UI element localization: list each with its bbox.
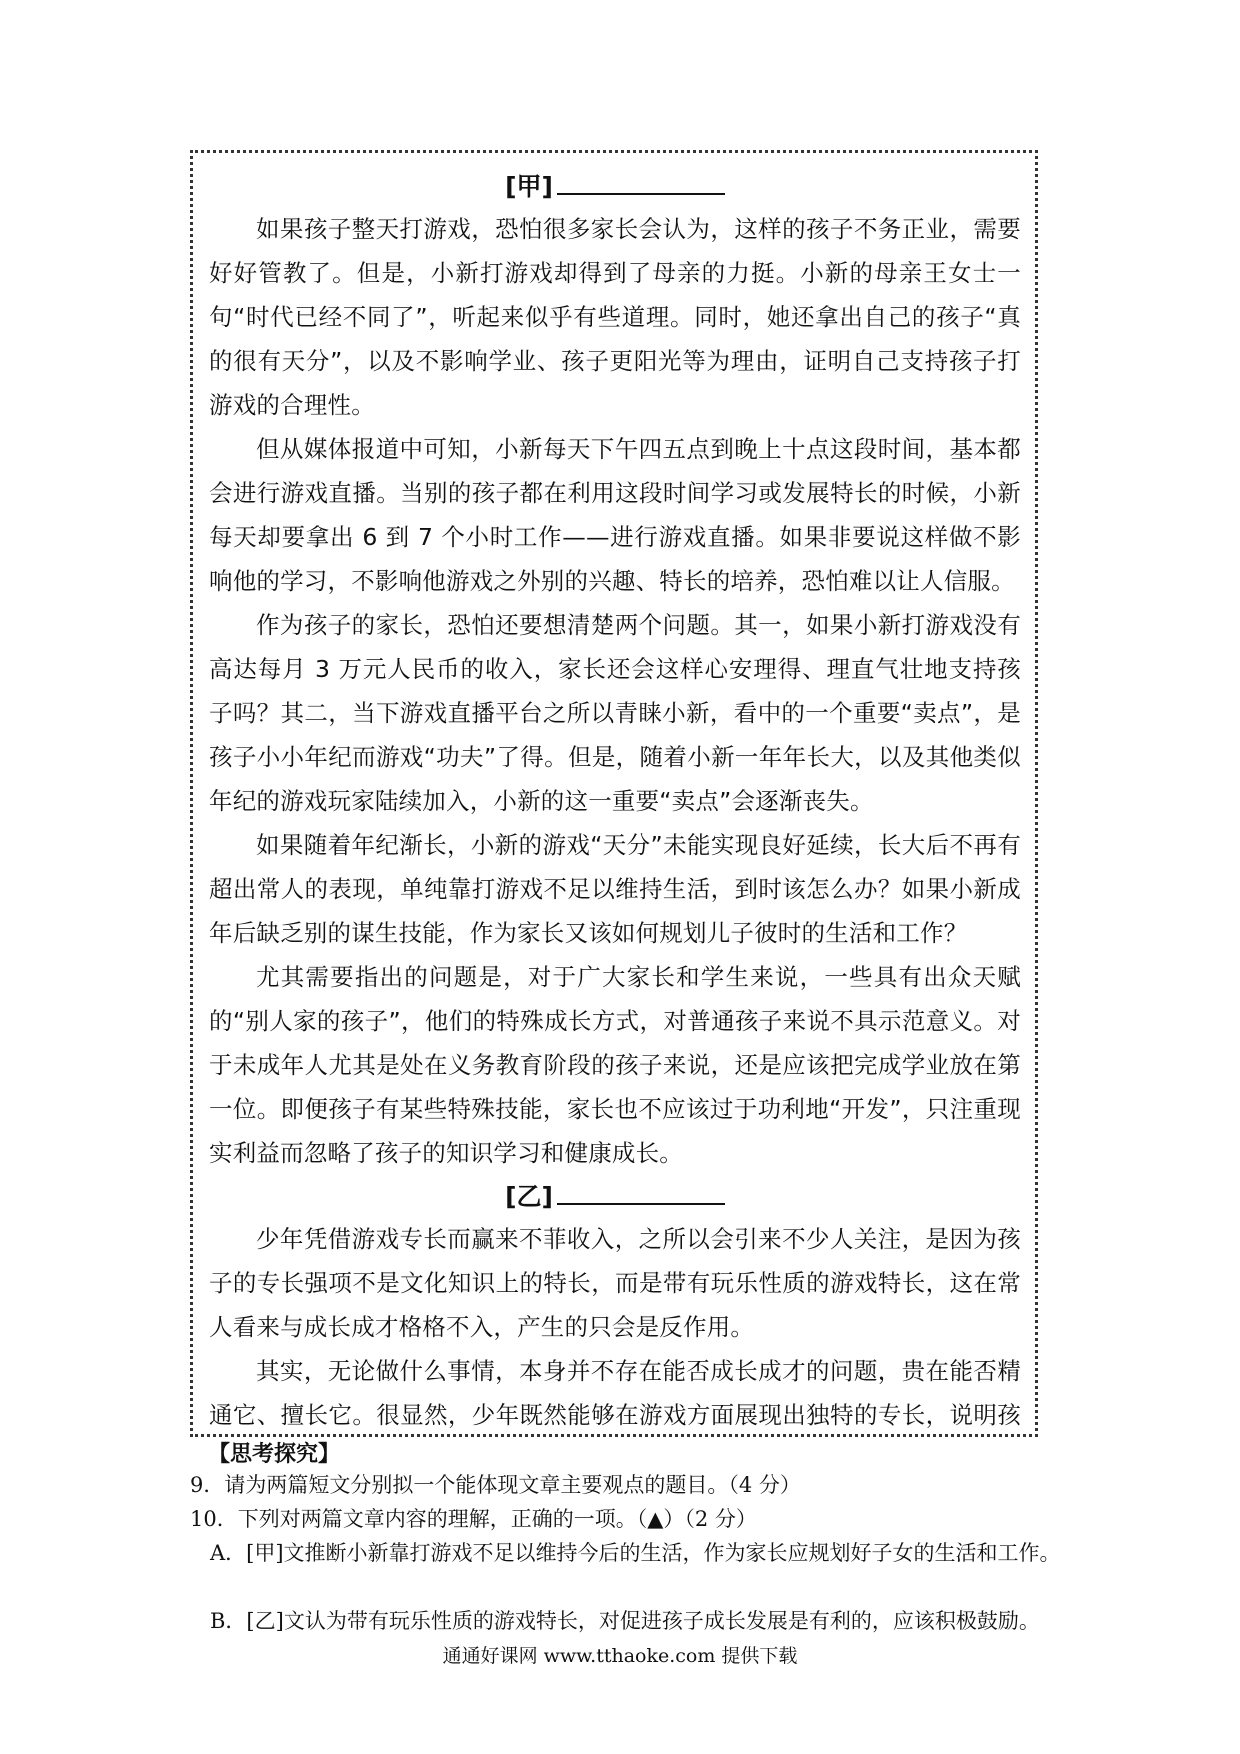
- footer-source: 通通好课网 www.tthaoke.com 提供下载: [442, 1645, 798, 1667]
- option-a: A．[甲]文推断小新靠打游戏不足以维持今后的生活，作为家长应规划好子女的生活和工作。: [210, 1541, 1061, 1565]
- passage-jia-label: [甲]: [505, 172, 553, 201]
- passage-yi-label: [乙]: [505, 1182, 553, 1211]
- passage-yi-title: [209, 1175, 1021, 1217]
- passage-jia-paragraph-3: 作为孩子的家长，恐怕还要想清楚两个问题。其一，如果小新打游戏没有高达每月 3 万元人民币的收入，家长还会这样心安理得、理直气壮地支持孩子吗？其二，当下游戏直播平台之所以青睐小新，看中的一个重要“卖点”，是孩子小小年纪而游戏“功夫”了得。但是，随着小新一年年长大，以及其他类似年纪的游戏玩家陆续加入，小新的这一重要“卖点”会逐渐丧失。: [209, 611, 1021, 815]
- title-blank: [557, 165, 725, 195]
- passage-jia-paragraph-1: 如果孩子整天打游戏，恐怕很多家长会认为，这样的孩子不务正业，需要好好管教了。但是，小新打游戏却得到了母亲的力挺。小新的母亲王女士一句“时代已经不同了”，听起来似乎有些道理。同时，她还拿出自己的孩子“真的很有天分”，以及不影响学业、孩子更阳光等为理由，证明自己支持孩子打游戏的合理性。: [209, 215, 1021, 419]
- section-heading: 【思考探究】: [208, 1441, 341, 1467]
- reading-passage-box: [190, 150, 1038, 1437]
- passage-jia-paragraph-5: 尤其需要指出的问题是，对于广大家长和学生来说，一些具有出众天赋的“别人家的孩子”，他们的特殊成长方式，对普通孩子来说不具示范意义。对于未成年人尤其是处在义务教育阶段的孩子来说，还是应该把完成学业放在第一位。即便孩子有某些特殊技能，家长也不应该过于功利地“开发”，只注重现实利益而忽略了孩子的知识学习和健康成长。: [209, 963, 1021, 1167]
- passage-jia-paragraph-4: 如果随着年纪渐长，小新的游戏“天分”未能实现良好延续，长大后不再有超出常人的表现，单纯靠打游戏不足以维持生活，到时该怎么办？如果小新成年后缺乏别的谋生技能，作为家长又该如何规划儿子彼时的生活和工作？: [209, 831, 1021, 947]
- option-b: B．[乙]文认为带有玩乐性质的游戏特长，对促进孩子成长发展是有利的，应该积极鼓励。: [210, 1609, 1040, 1633]
- title-blank: [557, 1175, 725, 1205]
- question-10: 10．下列对两篇文章内容的理解，正确的一项。（▲）（2 分）: [190, 1507, 757, 1531]
- question-9: 9．请为两篇短文分别拟一个能体现文章主要观点的题目。（4 分）: [190, 1473, 801, 1497]
- passage-yi-paragraph-2: 其实，无论做什么事情，本身并不存在能否成长成才的问题，贵在能否精通它、擅长它。很显然，少年既然能够在游戏方面展现出独特的专长，说明孩: [209, 1357, 1021, 1429]
- passage-jia-paragraph-2: 但从媒体报道中可知，小新每天下午四五点到晚上十点这段时间，基本都会进行游戏直播。当别的孩子都在利用这段时间学习或发展特长的时候，小新每天却要拿出 6 到 7 个小时工作——进行游戏直播。如果非要说这样做不影响他的学习，不影响他游戏之外别的兴趣、特长的培养，恐怕难以让人信服。: [209, 435, 1021, 595]
- passage-yi-paragraph-1: 少年凭借游戏专长而赢来不菲收入，之所以会引来不少人关注，是因为孩子的专长强项不是文化知识上的特长，而是带有玩乐性质的游戏特长，这在常人看来与成长成才格格不入，产生的只会是反作用。: [209, 1225, 1021, 1341]
- passage-jia-title: [209, 165, 1021, 207]
